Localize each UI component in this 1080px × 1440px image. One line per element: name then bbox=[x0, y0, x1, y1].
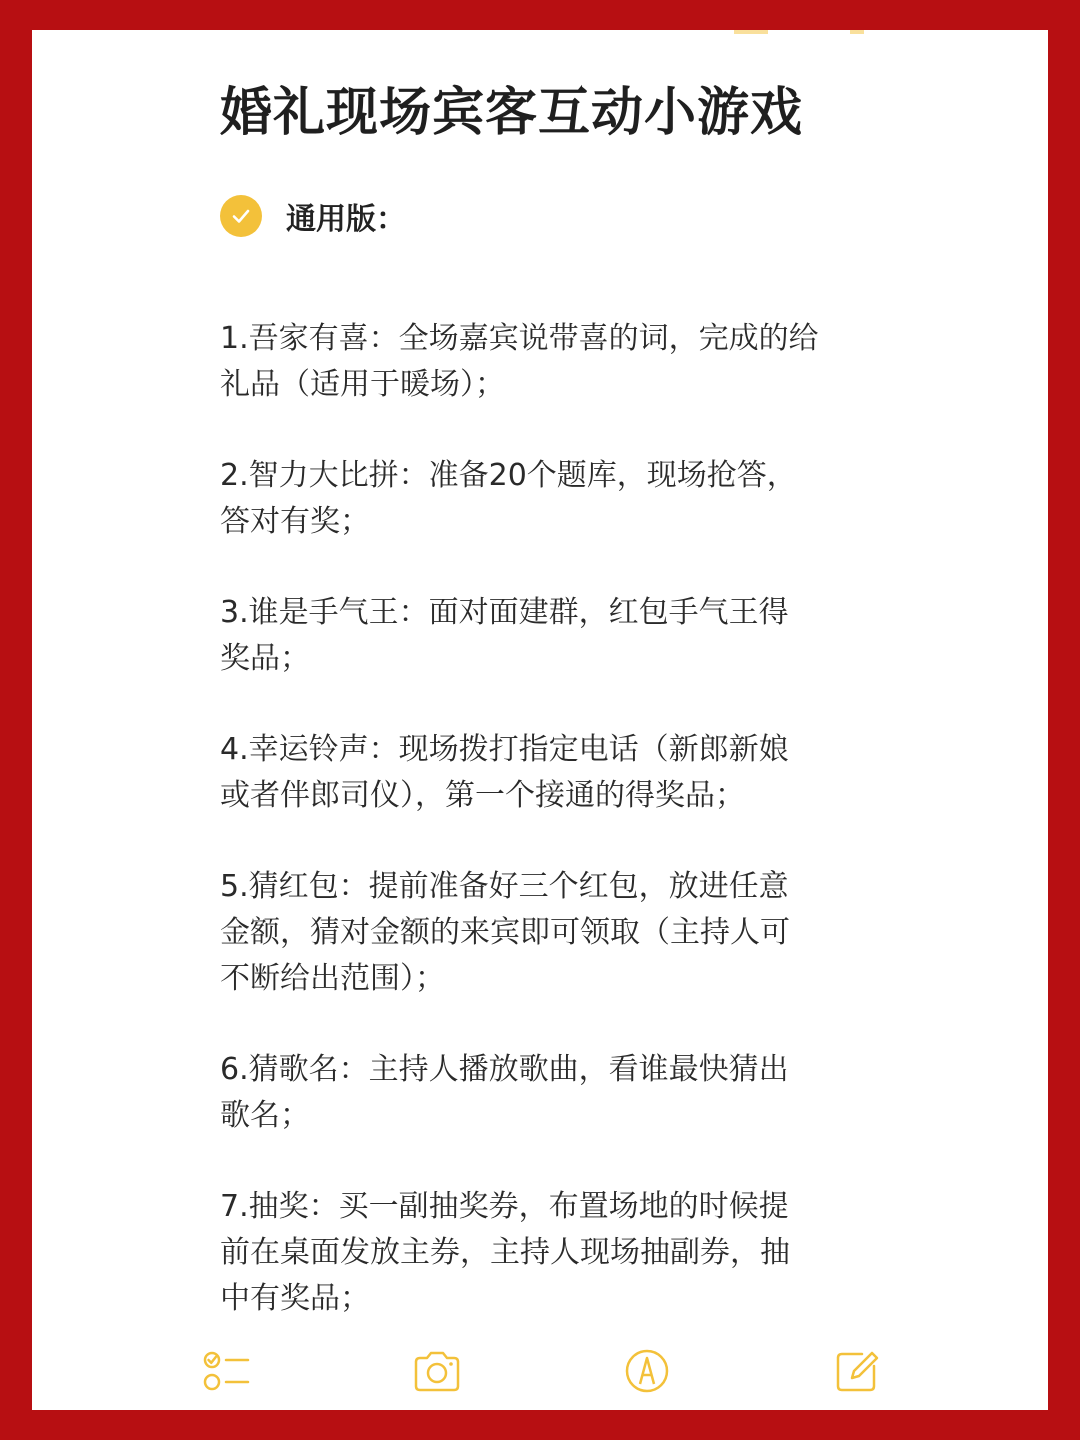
compose-icon[interactable] bbox=[832, 1346, 882, 1396]
game-list bbox=[220, 316, 900, 1367]
note-title: 婚礼现场宾客互动小游戏 bbox=[220, 83, 804, 143]
bottom-toolbar bbox=[32, 1336, 1048, 1408]
section-header bbox=[220, 194, 406, 238]
checkmark-circle-icon bbox=[220, 195, 262, 237]
camera-icon[interactable] bbox=[412, 1346, 462, 1396]
list-item: 3.谁是手气王：面对面建群，红包手气王得 奖品； bbox=[220, 595, 789, 676]
checklist-icon[interactable] bbox=[202, 1346, 252, 1396]
list-item: 5.猜红包：提前准备好三个红包，放进任意 金额，猜对金额的来宾即可领取（主持人可 不断给出范围）； bbox=[220, 869, 790, 996]
list-item: 4.幸运铃声：现场拨打指定电话（新郎新娘 或者伴郎司仪），第一个接通的得奖品； bbox=[220, 732, 789, 813]
list-item: 1.吾家有喜：全场嘉宾说带喜的词，完成的给 礼品（适用于暖场）； bbox=[220, 321, 819, 402]
list-item: 7.抽奖：买一副抽奖券，布置场地的时候提 前在桌面发放主券，主持人现场抽副券，抽 中有奖品； bbox=[220, 1189, 790, 1316]
top-edge-decoration bbox=[734, 30, 768, 34]
list-item: 6.猜歌名：主持人播放歌曲，看谁最快猜出 歌名； bbox=[220, 1052, 789, 1133]
section-label: 通用版： bbox=[286, 202, 406, 237]
list-item: 2.智力大比拼：准备20个题库，现场抢答， 答对有奖； bbox=[220, 458, 797, 539]
top-edge-decoration bbox=[850, 30, 864, 34]
markup-pen-icon[interactable] bbox=[622, 1346, 672, 1396]
note-card bbox=[32, 30, 1048, 1410]
